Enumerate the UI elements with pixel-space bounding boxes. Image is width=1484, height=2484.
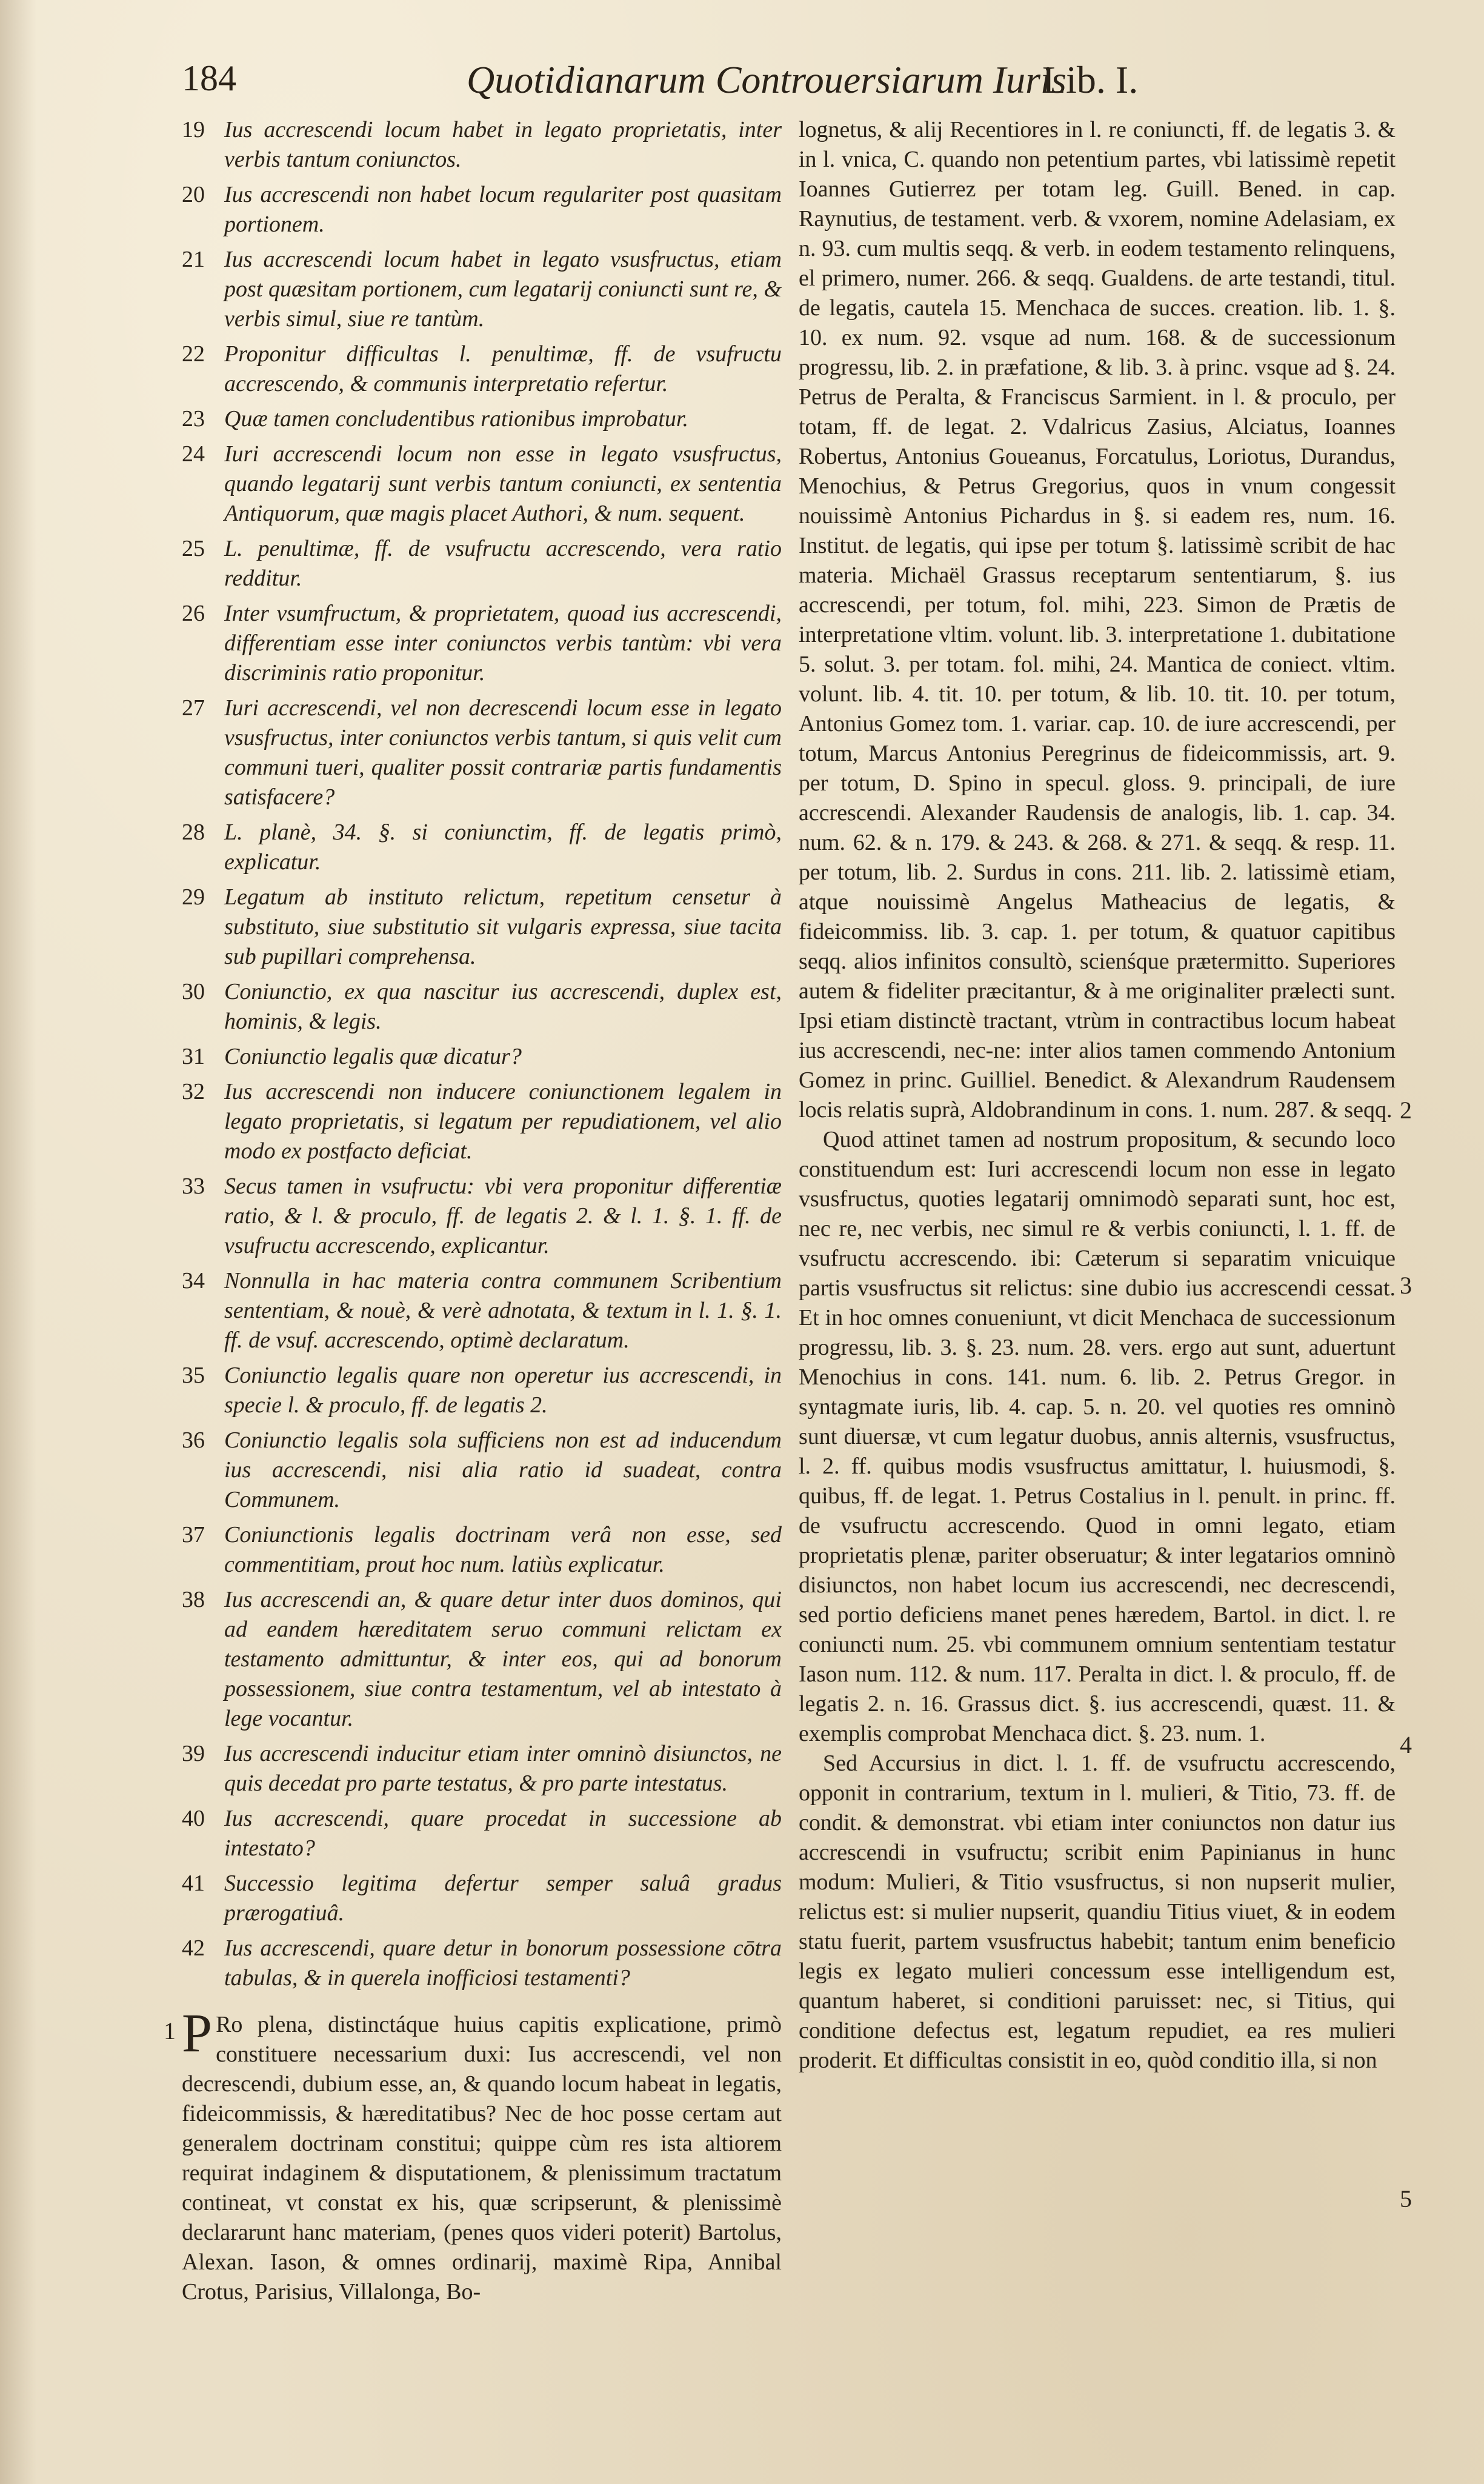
running-title: Quotidianarum Controuersiarum Iuris (467, 58, 1066, 101)
summary-text: Coniunctio legalis quæ dicatur? (224, 1044, 522, 1069)
margin-number: 2 (1400, 1097, 1412, 1124)
summary-item (182, 180, 782, 239)
summary-number: 34 (182, 1268, 205, 1294)
paragraph: Quod attinet tamen ad nostrum propositum, & secundo loco constituendum est: Iuri accrescendi locum non esse in legato vsusfructus, quoties legatarij omnimodò separati sunt, hoc est, nec re, nec verbis, nec simul re & verbis coniuncti, l. 1. ff. de vsufructu accrescendo. ibi: Cæterum si separatim vnicuique partis vsusfructus sit relictus: sine dubio ius accrescendi cessat. Et in hoc omnes conueniunt, vt dicit Menchaca de successionum progressu, lib. 3. §. 23. num. 28. vers. ergo aut sunt, aduertunt Menochius in cons. 141. num. 6. lib. 2. Petrus Gregor. in syntagmate iuris, lib. 4. cap. 5. n. 20. vel quoties res omninò sunt diuersæ, vt cum legatur duobus, annis alternis, vsusfructus, l. 2. ff. quibus modis vsusfructus amittatur, l. huiusmodi, §. quibus, ff. de legat. 1. Petrus Costalius in l. penult. in princ. ff. de vsufructu accrescendo. Quod in omni legato, etiam proprietatis plenæ, pariter obseruatur; & inter legatarios omninò disiunctos, non habet locum ius accrescendi, nec decrescendi, sed portio deficiens manet penes hæredem, Bartol. in dict. l. re coniuncti num. 25. vbi communem omnium sententiam testatur Iason num. 112. & num. 117. Peralta in dict. l. & proculo, ff. de legatis 2. n. 16. Grassus dict. §. ius accrescendi, quæst. 11. & exemplis comprobat Menchaca dict. §. 23. num. 1. (799, 1127, 1396, 1746)
margin-number: 5 (1400, 2185, 1412, 2212)
summary-text: Legatum ab instituto relictum, repetitum censetur à substituto, siue substitutio sit vulgaris expressa, siue tacita sub pupillari comprehensa. (224, 884, 782, 969)
summary-text: Secus tamen in vsufructu: vbi vera proponitur differentiæ ratio, & l. & proculo, ff. de legatis 2. & l. 1. §. 1. ff. de vsufructu accrescendo, explicantur. (224, 1174, 782, 1258)
opening-paragraph (164, 2003, 782, 2307)
summary-number: 31 (182, 1044, 205, 1069)
summary-item (182, 1804, 782, 1863)
margin-number: 1 (164, 2017, 176, 2045)
summary-number: 32 (182, 1079, 205, 1104)
summary-text: L. penultimæ, ff. de vsufructu accrescendo, vera ratio redditur. (224, 536, 782, 591)
summary-text: Nonnulla in hac materia contra communem Scribentium sententiam, & nouè, & verè adnotata, & textum in l. 1. §. 1. ff. de vsuf. accrescendo, optimè declaratum. (224, 1268, 782, 1353)
summary-item (182, 1934, 782, 1993)
summary-number: 28 (182, 820, 205, 845)
summary-item (182, 1520, 782, 1580)
summary-number: 29 (182, 884, 205, 910)
summary-text: Ius accrescendi locum habet in legato proprietatis, inter verbis tantum coniunctos. (224, 117, 782, 172)
summary-item (182, 404, 782, 434)
summary-number: 20 (182, 182, 205, 207)
paragraph: lognetus, & alij Recentiores in l. re coniuncti, ff. de legatis 3. & in l. vnica, C. quando non petentium partes, vbi latissimè repetit Ioannes Gutierrez per totam leg. Guill. Bened. in cap. Raynutius, de testament. verb. & vxorem, nomine Adelasiam, ex n. 93. cum multis seqq. & verb. in eodem testamento relinquens, el primero, numer. 266. & seqq. Gualdens. de arte testandi, titul. de legatis, cautela 15. Menchaca de succes. creation. lib. 1. §. 10. ex num. 92. vsque ad num. 168. & de successionum progressu, lib. 2. in præfatione, & lib. 3. à princ. vsque ad §. 24. Petrus de Peralta, & Franciscus Sarmient. in l. & proculo, per totam, ff. de legat. 2. Vdalricus Zasius, Alciatus, Ioannes Robertus, Antonius Goueanus, Forcatulus, Loriotus, Durandus, Menochius, & Petrus Gregorius, quos in vnum congessit nouissimè Antonius Pichardus in §. si eadem res, num. 16. Institut. de legatis, qui ipse per totum §. latissimè scribit de hac materia. Michaël Grassus receptarum sententiarum, §. ius accrescendi, per totum, fol. mihi, 223. Simon de Prætis de interpretatione vltim. volunt. lib. 3. interpretatione 1. dubitatione 5. solut. 3. per totam. fol. mihi, 24. Mantica de coniect. vltim. volunt. lib. 4. tit. 10. per totum, & lib. 10. tit. 10. per totum, Antonius Gomez tom. 1. variar. cap. 10. de iure accrescendi, per totum, Marcus Antonius Peregrinus de fideicommissis, art. 9. per totum, D. Spino in specul. gloss. 9. principali, de iure accrescendi. Alexander Raudensis de analogis, lib. 1. cap. 34. num. 62. & n. 179. & 243. & 268. & 271. & seqq. & resp. 11. per totum, lib. 2. Surdus in cons. 211. lib. 2. latissimè etiam, atque nouissimè Angelus Matheacius de legatis, & fideicommiss. lib. 3. cap. 1. per totum, & quatuor capitibus seqq. alios infinitos consultò, scienśque prætermitto. Superiores autem & fideliter præcitantur, & à me originaliter prælecti sunt. Ipsi etiam distinctè tractant, vtrùm in contractibus locum habeat ius accrescendi, nec-ne: inter alios tamen commendo Antonium Gomez in princ. Guilliel. Benedict. & Alexandrum Raudensem locis relatis suprà, Aldobrandinum in cons. 1. num. 287. & seqq. (799, 117, 1396, 1123)
summary-text: Ius accrescendi locum habet in legato vsusfructus, etiam post quæsitam portionem, cum legatarij coniuncti sunt re, & verbis simul, siue re tantùm. (224, 247, 782, 332)
summary-number: 21 (182, 247, 205, 272)
margin-number: 3 (1400, 1272, 1412, 1299)
summary-number: 40 (182, 1806, 205, 1831)
page-edge-shadow (0, 0, 36, 2484)
summary-number: 19 (182, 117, 205, 142)
summary-item (182, 339, 782, 399)
summary-number: 30 (182, 979, 205, 1004)
page-number: 184 (182, 58, 236, 98)
summary-text: Inter vsumfructum, & proprietatem, quoad ius accrescendi, differentiam esse inter coniunctos verbis tantùm: vbi vera discriminis ratio proponitur. (224, 601, 782, 686)
summary-text: Ius accrescendi an, & quare detur inter duos dominos, qui ad eandem hæreditatem seruo communi relictam ex testamento admittuntur, & inter eos, qui ad bonorum possessionem, siue contra testamentum, vel ab intestato à lege vocantur. (224, 1587, 782, 1731)
summary-item (182, 439, 782, 529)
summary-number: 37 (182, 1522, 205, 1547)
paragraph-text: Ro plena, distinctáque huius capitis explicatione, primò constituere necessarium duxi: Ius accrescendi, vel non decrescendi, dubium esse, an, & quando locum habeat in legatis, fideicommissis, & hæreditatibus? Nec de hoc posse certam aut generalem doctrinam constitui; quippe cùm res ista altiorem requirat indaginem & disputationem, & plenissimum tractatum contineat, vt constat ex his, quæ scripserunt, & plenissimè declararunt hanc materiam, (penes quos videri poterit) Bartolus, Alexan. Iason, & omnes ordinarij, maximè Ripa, Annibal Crotus, Parisius, Villalonga, Bo- (182, 2012, 782, 2305)
summary-item (182, 1042, 782, 1072)
summary-text: Ius accrescendi non inducere coniunctionem legalem in legato proprietatis, si legatum per repudiationem, vel alio modo ex postfacto deficiat. (224, 1079, 782, 1164)
paragraph (182, 2003, 782, 2307)
summary-number: 41 (182, 1871, 205, 1896)
summary-number: 22 (182, 341, 205, 367)
summary-item (182, 1739, 782, 1798)
summary-number: 38 (182, 1587, 205, 1612)
summary-item (182, 1172, 782, 1261)
summary-text: Ius accrescendi, quare procedat in successione ab intestato? (224, 1806, 782, 1861)
summary-text: Quæ tamen concludentibus rationibus improbatur. (224, 406, 688, 432)
summary-number: 35 (182, 1363, 205, 1388)
summary-list (182, 115, 782, 1993)
summary-text: Coniunctio legalis sola sufficiens non est ad inducendum ius accrescendi, nisi alia ratio id suadeat, contra Communem. (224, 1427, 782, 1512)
summary-text: Coniunctio legalis quare non operetur ius accrescendi, in specie l. & proculo, ff. de legatis 2. (224, 1363, 782, 1418)
paragraph: Sed Accursius in dict. l. 1. ff. de vsufructu accrescendo, opponit in contrarium, textum in l. mulieri, & Titio, 73. ff. de condit. & demonstrat. vbi etiam inter coniunctos non datur ius accrescendi in vsufructu; scribit enim Papinianus in hunc modum: Mulieri, & Titio vsusfructus, si non nupserit mulier, relictus est: si mulier nupserit, quandiu Titius viuet, & in eodem statu fuerit, partem vsusfructus habebit; tantum enim beneficio legis ex legato mulieri concessum esse intelligendum est, quantum haberet, si conditioni paruisset: nec, si Titius, qui conditione defectus est, legatum repudiet, ea res mulieri proderit. Et difficultas consistit in eo, quòd conditio illa, si non (799, 1751, 1396, 2073)
summary-number: 25 (182, 536, 205, 561)
margin-number: 4 (1400, 1731, 1412, 1758)
summary-item (182, 1869, 782, 1928)
summary-number: 36 (182, 1427, 205, 1453)
running-header (182, 58, 1303, 106)
summary-item (182, 693, 782, 812)
summary-number: 26 (182, 601, 205, 626)
summary-text: Iuri accrescendi locum non esse in legato vsusfructus, quando legatarij sunt verbis tantum coniuncti, ex sententia Antiquorum, quæ magis placet Authori, & num. sequent. (224, 441, 782, 526)
summary-text: L. planè, 34. §. si coniunctim, ff. de legatis primò, explicatur. (224, 820, 782, 875)
summary-number: 42 (182, 1935, 205, 1961)
summary-item (182, 977, 782, 1037)
summary-item (182, 1077, 782, 1166)
summary-item (182, 1266, 782, 1355)
summary-text: Iuri accrescendi, vel non decrescendi locum esse in legato vsusfructus, inter coniunctos verbis tantum, si quis velit cum communi tueri, qualiter possit contrariæ partis fundamentis satisfacere? (224, 695, 782, 810)
summary-number: 33 (182, 1174, 205, 1199)
summary-text: Ius accrescendi, quare detur in bonorum possessione cōtra tabulas, & in querela inofficiosi testamenti? (224, 1935, 782, 1991)
summary-number: 27 (182, 695, 205, 721)
summary-text: Ius accrescendi non habet locum regulariter post quasitam portionem. (224, 182, 782, 237)
summary-item (182, 1361, 782, 1420)
summary-text: Ius accrescendi inducitur etiam inter omninò disiunctos, ne quis decedat pro parte testatus, & pro parte intestatus. (224, 1741, 782, 1796)
summary-number: 39 (182, 1741, 205, 1766)
right-column (799, 115, 1396, 2075)
summary-item (182, 1426, 782, 1515)
summary-text: Coniunctio, ex qua nascitur ius accrescendi, duplex est, hominis, & legis. (224, 979, 782, 1034)
summary-item (182, 818, 782, 877)
drop-cap: P (182, 2003, 213, 2063)
summary-item (182, 245, 782, 334)
left-column (164, 115, 782, 2307)
summary-item (182, 1585, 782, 1734)
summary-item (182, 115, 782, 175)
summary-item (182, 534, 782, 593)
summary-number: 24 (182, 441, 205, 467)
summary-number: 23 (182, 406, 205, 432)
summary-item (182, 883, 782, 972)
summary-item (182, 599, 782, 688)
book-label: Lib. I. (1042, 58, 1139, 101)
summary-text: Proponitur difficultas l. penultimæ, ff. de vsufructu accrescendo, & communis interpretatio refertur. (224, 341, 782, 396)
summary-text: Successio legitima defertur semper saluâ gradus prærogatiuâ. (224, 1871, 782, 1926)
summary-text: Coniunctionis legalis doctrinam verâ non esse, sed commentitiam, prout hoc num. latiùs explicatur. (224, 1522, 782, 1577)
